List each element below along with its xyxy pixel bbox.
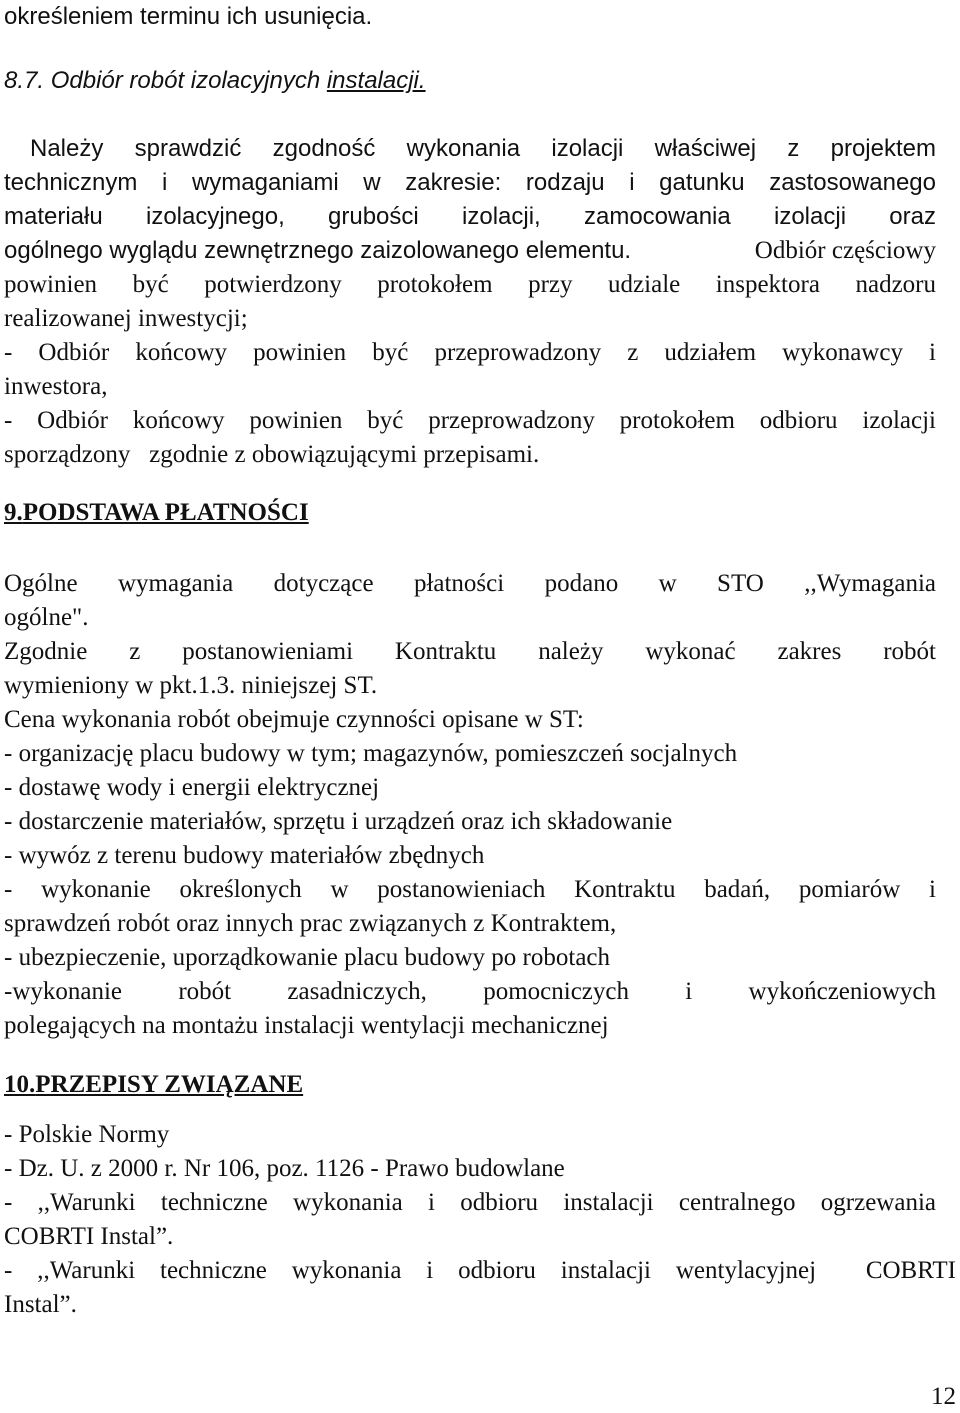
list-item: - ubezpieczenie, uporządkowanie placu budowy po robotach [4, 944, 611, 971]
list-item: - dostawę wody i energii elektrycznej [4, 774, 380, 801]
paragraph-line: wymieniony w pkt.1.3. niniejszej ST. [4, 672, 378, 699]
list-item-continuation: Instal”. [4, 1291, 77, 1318]
intro-tail-text: określeniem terminu ich usunięcia. [4, 3, 373, 30]
section-9-number: 9. [4, 499, 23, 526]
section-10-number: 10. [4, 1071, 36, 1098]
section-10-title: PRZEPISY ZWIĄZANE [35, 1071, 304, 1098]
paragraph-line: Zgodnie z postanowieniami Kontraktu należy wykonać zakres robót [4, 638, 936, 665]
list-item: - dostarczenie materiałów, sprzętu i urządzeń oraz ich składowanie [4, 808, 673, 835]
paragraph-line: ogólne". [4, 604, 89, 631]
paragraph-line: Cena wykonania robót obejmuje czynności opisane w ST: [4, 706, 584, 733]
list-item: - ,,Warunki techniczne wykonania i odbioru instalacji wentylacyjnej COBRTI [4, 1257, 956, 1284]
paragraph-line: Odbiór częściowy [754, 237, 936, 264]
page-number: 12 [931, 1383, 956, 1410]
paragraph-line: inwestora, [4, 373, 108, 400]
paragraph-line: powinien być potwierdzony protokołem przy udziale inspektora nadzoru [4, 271, 936, 298]
paragraph-line: realizowanej inwestycji; [4, 305, 248, 332]
list-item-continuation: sprawdzeń robót oraz innych prac związanych z Kontraktem, [4, 910, 617, 937]
list-item-continuation: COBRTI Instal”. [4, 1223, 174, 1250]
list-item: - Polskie Normy [4, 1121, 170, 1148]
section-8-7-title-part2: instalacji. [326, 67, 426, 94]
paragraph-line: technicznym i wymaganiami w zakresie: rodzaju i gatunku zastosowanego [4, 169, 936, 196]
paragraph-line: ogólnego wyglądu zewnętrznego zaizolowanego elementu. [4, 237, 632, 264]
paragraph-line: Ogólne wymagania dotyczące płatności podano w STO ,,Wymagania [4, 570, 936, 597]
list-item: - organizację placu budowy w tym; magazynów, pomieszczeń socjalnych [4, 740, 738, 767]
paragraph-line: - Odbiór końcowy powinien być przeprowadzony z udziałem wykonawcy i [4, 339, 936, 366]
list-item: - Dz. U. z 2000 r. Nr 106, poz. 1126 - Prawo budowlane [4, 1155, 565, 1182]
paragraph-line: - Odbiór końcowy powinien być przeprowadzony protokołem odbioru izolacji [4, 407, 936, 434]
section-9-heading [4, 496, 309, 530]
paragraph-line: materiału izolacyjnego, grubości izolacji, zamocowania izolacji oraz [4, 203, 936, 230]
section-8-7-heading [4, 64, 426, 98]
section-8-7-number: 8.7. [4, 67, 45, 94]
list-item: - ,,Warunki techniczne wykonania i odbioru instalacji centralnego ogrzewania [4, 1189, 936, 1216]
paragraph-line: Należy sprawdzić zgodność wykonania izolacji właściwej z projektem [30, 135, 936, 162]
list-item-continuation: polegających na montażu instalacji wentylacji mechanicznej [4, 1012, 609, 1039]
list-item: - wykonanie określonych w postanowieniach Kontraktu badań, pomiarów i [4, 876, 936, 903]
list-item: -wykonanie robót zasadniczych, pomocniczych i wykończeniowych [4, 978, 936, 1005]
section-9-title: PODSTAWA PŁATNOŚCI [22, 499, 309, 526]
list-item: - wywóz z terenu budowy materiałów zbędnych [4, 842, 485, 869]
section-8-7-title-part1: Odbiór robót izolacyjnych [50, 67, 321, 94]
paragraph-line: sporządzony zgodnie z obowiązującymi przepisami. [4, 441, 540, 468]
section-10-heading [4, 1068, 303, 1102]
